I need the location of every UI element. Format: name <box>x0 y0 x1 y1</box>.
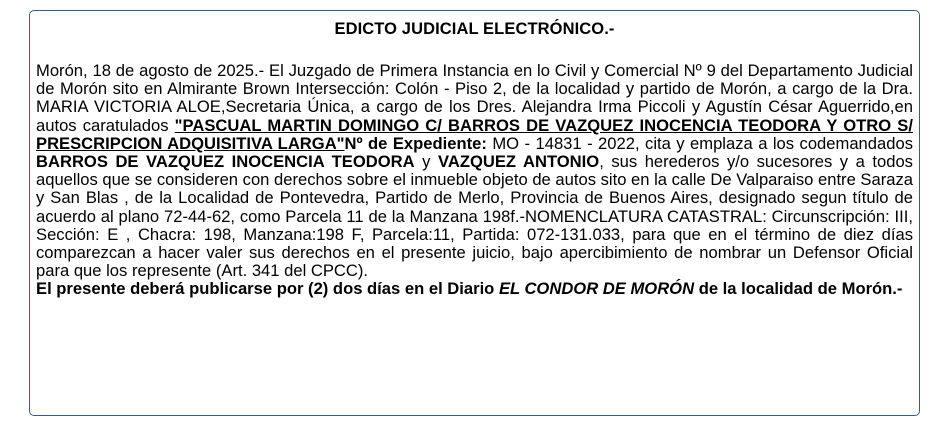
newspaper-name: EL CONDOR DE MORÓN <box>498 279 695 299</box>
intro-text: Morón, 18 de agosto de 2025.- El Juzgado de Primera Instancia en lo Civil y Comercial Nº 9 del Departamento Judicial de Morón sito en Almirante Brown Intersección: Colón - Piso 2, de la localidad y partido de Morón, a cargo de la Dra. MARIA VICTORIA ALOE,Secretaria Única, a cargo de los Dres. Alejandra Irma Piccoli y Agustín César Aguerrido,en autos caratulados <box>36 61 913 135</box>
publication-lead: El presente deberá publicarse por (2) dos días en el Diario <box>36 279 499 299</box>
file-number-text: MO - 14831 - 2022, cita y emplaza a los codemandados <box>486 133 913 153</box>
defendant-name-1: BARROS DE VAZQUEZ INOCENCIA TEODORA <box>36 152 415 172</box>
conjunction-text: y <box>414 152 438 172</box>
case-title: "PASCUAL MARTIN DOMINGO C/ BARROS DE VAZQUEZ INOCENCIA TEODORA Y OTRO S/ PRESCRIPCION ADQUISITIVA LARGA" <box>36 115 913 153</box>
edict-panel <box>29 10 920 416</box>
file-number-label: Nº de Expediente: <box>344 133 487 153</box>
defendant-name-2: VAZQUEZ ANTONIO <box>438 152 600 172</box>
edict-title: EDICTO JUDICIAL ELECTRÓNICO.- <box>334 20 615 38</box>
publication-tail: de la localidad de Morón.- <box>694 279 903 299</box>
body-text: , sus herederos y/o sucesores y a todos aquellos que se consideren con derechos sobre el inmueble objeto de autos sito en la calle De Valparaiso entre Saraza y San Blas , de la Localidad de Pontevedra, Partido de Merlo, Provincia de Buenos Aires, designado segun título de acuerdo al plano 72-44-62, como Parcela 11 de la Manzana 198f.-NOMENCLATURA CATASTRAL: Circunscripción: III, Sección: E , Chacra: 198, Manzana:198 F, Parcela:11, Partida: 072-131.033, para que en el término de diez días comparezcan a hacer valer sus derechos en el presente juicio, bajo apercibimiento de nombrar un Defensor Oficial para que los represente (Art. 341 del CPCC). <box>36 152 913 281</box>
edict-body <box>36 62 913 299</box>
